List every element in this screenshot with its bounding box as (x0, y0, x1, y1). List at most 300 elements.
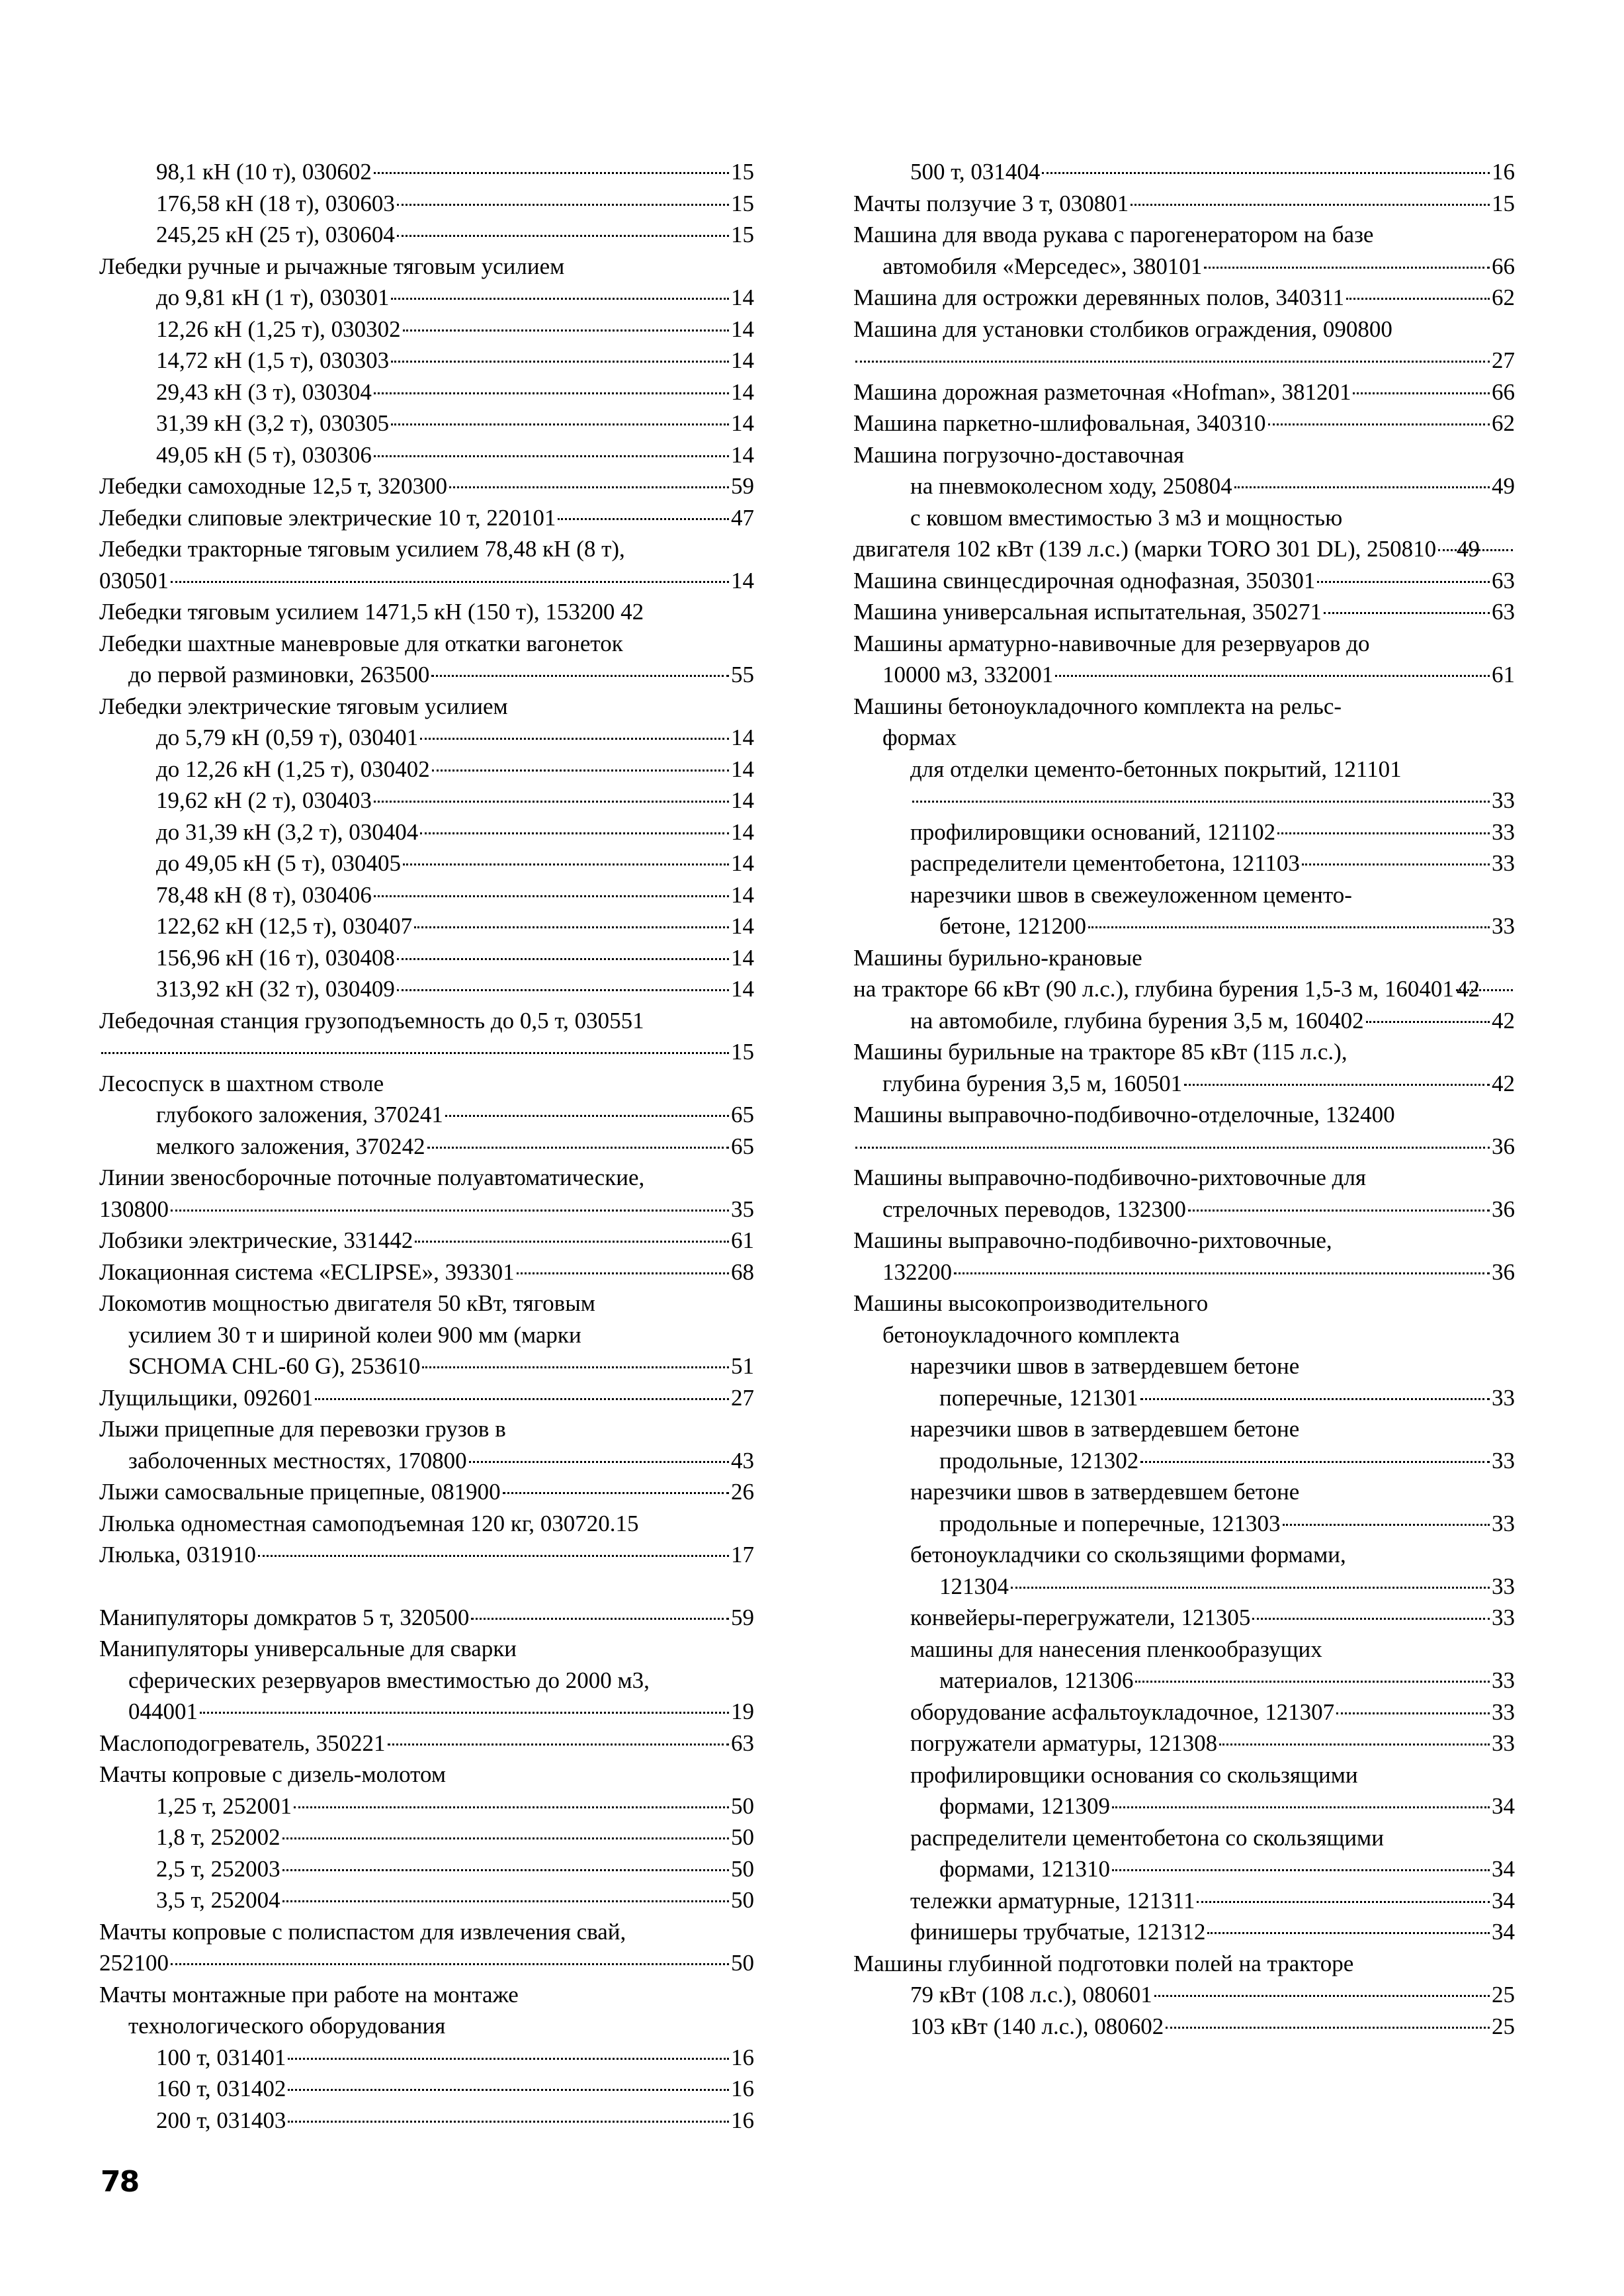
entry-text: бетоноукладчики со скользящими формами, (910, 1542, 1346, 1567)
entry-text: SCHOMA CHL-60 G), 253610 (128, 1353, 421, 1379)
entry-page: 14 (731, 441, 754, 468)
dot-leader (1353, 392, 1490, 394)
index-entry (853, 817, 1515, 848)
dot-leader (397, 989, 729, 991)
index-entry (99, 1225, 754, 1257)
dot-leader (315, 1398, 729, 1400)
dot-leader (171, 581, 729, 583)
index-entry (99, 2042, 754, 2074)
entry-page: 14 (731, 347, 754, 373)
dot-leader (420, 832, 729, 834)
page-number: 78 (101, 2165, 139, 2199)
index-entry (853, 1790, 1515, 1822)
index-entry (853, 910, 1515, 942)
entry-page: 25 (1492, 2013, 1515, 2039)
entry-page: 59 (731, 1604, 754, 1630)
index-entry (99, 314, 754, 345)
index-entry (853, 1853, 1515, 1885)
index-entry (853, 1916, 1515, 1948)
index-entry (99, 1853, 754, 1885)
entry-text: 122,62 кН (12,5 т), 030407 (156, 913, 413, 939)
entry-text: нарезчики швов в свежеуложенном цементо- (910, 881, 1352, 908)
index-entry: двигателя 102 кВт (139 л.с.) (марки TORO 301 DL), 250810 49 (853, 533, 1515, 565)
entry-text: 030501 (99, 567, 169, 594)
entry-text: 245,25 кН (25 т), 030604 (156, 222, 395, 247)
index-entry (99, 1508, 754, 1540)
entry-text: Машины глубинной подготовки полей на тракторе (853, 1950, 1354, 1976)
dot-leader (558, 518, 729, 520)
dot-leader (1346, 298, 1490, 300)
entry-page: 14 (731, 850, 754, 876)
entry-text: 2,5 т, 252003 (156, 1855, 280, 1882)
index-entry (99, 691, 754, 723)
index-entry (853, 188, 1515, 220)
dot-leader (449, 486, 729, 488)
entry-page: 33 (1492, 913, 1515, 939)
entry-page: 16 (731, 2044, 754, 2070)
entry-text: продольные, 121302 (939, 1447, 1139, 1474)
index-entry (99, 1539, 754, 1571)
entry-page: 49 (1492, 473, 1515, 499)
entry-page: 33 (1492, 850, 1515, 876)
index-entry (853, 1382, 1515, 1414)
entry-text: нарезчики швов в затвердевшем бетоне (910, 1416, 1300, 1442)
entry-text: для отделки цементо-бетонных покрытий, 121101 (910, 756, 1402, 782)
index-entry (853, 439, 1515, 471)
entry-page: 33 (1492, 1605, 1515, 1630)
index-entry (853, 942, 1515, 974)
entry-text: бетоне, 121200 (939, 913, 1086, 939)
entry-page: 50 (731, 1824, 754, 1850)
dot-leader (414, 926, 729, 928)
index-entry (99, 1665, 754, 1697)
entry-text: формах (882, 725, 957, 750)
entry-page: 66 (1492, 378, 1515, 405)
dot-leader (288, 2089, 729, 2091)
index-entry (853, 1634, 1515, 1665)
entry-text: конвейеры-перегружатели, 121305 (910, 1605, 1251, 1630)
dot-leader (1042, 172, 1490, 174)
dot-leader (1055, 675, 1490, 677)
index-entry (853, 1697, 1515, 1728)
dot-leader (1207, 1932, 1490, 1934)
entry-text: 121304 (939, 1573, 1009, 1599)
entry-text: Машины бурильно-крановые (853, 944, 1142, 971)
index-entry (853, 1445, 1515, 1477)
index-entry (99, 1005, 754, 1037)
dot-leader (1283, 1524, 1490, 1526)
dot-leader (1268, 423, 1490, 425)
entry-page: 15 (731, 222, 754, 247)
dot-leader (397, 235, 729, 237)
entry-text: Лебедки тракторные тяговым усилием 78,48 кН (8 т), (99, 536, 625, 562)
index-entry (99, 408, 754, 439)
entry-text: 200 т, 031403 (156, 2107, 286, 2133)
entry-text: Лобзики электрические, 331442 (99, 1227, 413, 1253)
dot-leader (1252, 1618, 1490, 1620)
dot-leader (282, 1900, 729, 1902)
dot-leader (374, 801, 729, 803)
index-entry (853, 156, 1515, 188)
entry-text: сферических резервуаров вместимостью до 2000 м3, (128, 1667, 650, 1693)
dot-leader (374, 895, 729, 897)
entry-text: Машина универсальная испытательная, 350271 (853, 599, 1322, 625)
dot-leader (1336, 1712, 1490, 1714)
dot-leader (1438, 549, 1513, 551)
entry-page: 65 (731, 1102, 754, 1127)
dot-leader (1302, 863, 1490, 865)
entry-page: 27 (731, 1384, 754, 1411)
entry-page: 17 (731, 1542, 754, 1567)
index-entry (853, 1099, 1515, 1131)
entry-page: 50 (731, 1855, 754, 1882)
entry-page: 68 (731, 1258, 754, 1285)
dot-leader (1140, 1398, 1490, 1400)
entry-page: 34 (1492, 1887, 1515, 1914)
index-entry (853, 691, 1515, 723)
entry-text: заболоченных местностях, 170800 (128, 1447, 467, 1474)
entry-text: оборудование асфальтоукладочное, 121307 (910, 1699, 1335, 1725)
index-entry (853, 470, 1515, 502)
index-column-left (99, 156, 754, 2136)
index-entry (99, 1350, 754, 1382)
entry-text: Локомотив мощностью двигателя 50 кВт, тяговым (99, 1290, 595, 1316)
entry-text: 156,96 кН (16 т), 030408 (156, 944, 395, 971)
dot-leader (1317, 581, 1490, 583)
entry-page: 63 (731, 1730, 754, 1756)
entry-text: Манипуляторы домкратов 5 т, 320500 (99, 1604, 470, 1630)
entry-text: до 31,39 кН (3,2 т), 030404 (156, 818, 419, 845)
entry-page: 27 (1492, 347, 1515, 373)
dot-leader (1366, 1021, 1490, 1023)
entry-page: 33 (1492, 818, 1515, 845)
index-entry (99, 345, 754, 376)
entry-page: 14 (731, 818, 754, 845)
entry-text: Мачты монтажные при работе на монтаже (99, 1981, 519, 2008)
index-entry (99, 1759, 754, 1790)
entry-page: 14 (731, 725, 754, 750)
index-entry (853, 628, 1515, 660)
index-entry (99, 1476, 754, 1508)
entry-text: 10000 м3, 332001 (882, 662, 1054, 687)
entry-text: на тракторе 66 кВт (90 л.с.), глубина бурения 1,5-3 м, 160401 (853, 976, 1454, 1002)
dot-leader (374, 455, 729, 457)
index-entry (853, 282, 1515, 314)
entry-text: Мачты ползучие 3 т, 030801 (853, 190, 1129, 216)
entry-text: Люлька одноместная самоподъемная 120 кг, 030720.15 (99, 1510, 639, 1536)
index-entry (99, 1257, 754, 1288)
entry-page: 34 (1492, 1793, 1515, 1819)
index-entry (853, 376, 1515, 408)
entry-text: Локационная система «ECLIPSE», 393301 (99, 1258, 515, 1285)
entry-text: до первой разминовки, 263500 (128, 662, 430, 687)
dot-leader (1112, 1869, 1490, 1871)
index-entry (853, 1476, 1515, 1508)
entry-page: 33 (1492, 1573, 1515, 1599)
entry-text: 19,62 кН (2 т), 030403 (156, 787, 372, 813)
index-entry (853, 314, 1515, 345)
entry-text: технологического оборудования (128, 2013, 446, 2039)
entry-text: 1,25 т, 252001 (156, 1792, 292, 1819)
index-entry (853, 1162, 1515, 1194)
entry-page: 34 (1492, 1919, 1515, 1945)
index-entry (99, 910, 754, 942)
dot-leader (1140, 1461, 1490, 1463)
entry-text: до 49,05 кН (5 т), 030405 (156, 850, 401, 876)
index-entry (853, 1885, 1515, 1917)
entry-text: бетоноукладочного комплекта (882, 1321, 1180, 1348)
dot-leader (171, 1963, 729, 1965)
index-entry (99, 502, 754, 534)
entry-page: 50 (731, 1792, 754, 1819)
entry-text: машины для нанесения пленкообразущих (910, 1636, 1322, 1662)
index-entry (99, 879, 754, 911)
dot-leader (391, 423, 729, 425)
entry-page: 42 (1492, 1070, 1515, 1096)
index-entry (853, 1508, 1515, 1540)
index-entry (99, 1696, 754, 1728)
dot-leader (1219, 1744, 1490, 1745)
index-entry (99, 1413, 754, 1445)
index-entry (99, 848, 754, 879)
index-entry (99, 1916, 754, 1948)
dot-leader (1166, 2027, 1490, 2029)
index-entry (99, 470, 754, 502)
entry-text: профилировщики основания со скользящими (910, 1761, 1358, 1788)
dot-leader (171, 1210, 729, 1212)
index-entry (853, 1257, 1515, 1288)
entry-text: нарезчики швов в затвердевшем бетоне (910, 1479, 1300, 1505)
dot-leader (397, 204, 729, 206)
entry-page: 33 (1492, 1510, 1515, 1536)
entry-page: 33 (1492, 1699, 1515, 1725)
index-entry (99, 565, 754, 597)
entry-text: 176,58 кН (18 т), 030603 (156, 190, 395, 216)
entry-page: 33 (1492, 1384, 1515, 1411)
index-entry (853, 596, 1515, 628)
index-entry (99, 1947, 754, 1979)
entry-page: 14 (731, 787, 754, 813)
entry-text: Лыжи самосвальные прицепные, 081900 (99, 1479, 501, 1505)
entry-text: Манипуляторы универсальные для сварки (99, 1636, 517, 1661)
dot-leader (1188, 1210, 1490, 1212)
index-entry (853, 879, 1515, 911)
index-entry (99, 1319, 754, 1351)
index-entry (853, 1728, 1515, 1759)
entry-text: распределители цементобетона со скользящими (910, 1824, 1384, 1851)
index-entry (99, 973, 754, 1005)
entry-text: до 5,79 кН (0,59 т), 030401 (156, 725, 419, 750)
index-entry (99, 785, 754, 817)
entry-text: Линии звеносборочные поточные полуавтоматические, (99, 1165, 645, 1190)
entry-page: 61 (731, 1227, 754, 1253)
entry-text: 100 т, 031401 (156, 2044, 286, 2070)
index-entry (853, 785, 1515, 817)
index-entry (99, 1884, 754, 1916)
entry-text: 252100 (99, 1950, 169, 1976)
entry-text: Лебедки шахтные маневровые для откатки вагонеток (99, 630, 623, 656)
entry-text: Лебедочная станция грузоподъемность до 0,5 т, 030551 (99, 1007, 644, 1034)
entry-text: мелкого заложения, 370242 (156, 1133, 425, 1159)
entry-page: 50 (731, 1887, 754, 1913)
index-entry (99, 251, 754, 283)
index-entry (853, 251, 1515, 283)
dot-leader (1131, 204, 1490, 206)
index-entry (99, 628, 754, 660)
entry-page: 34 (1492, 1856, 1515, 1882)
dot-leader (200, 1712, 729, 1714)
dot-leader (1154, 1995, 1490, 1997)
index-entry (853, 1225, 1515, 1257)
dot-leader (1456, 989, 1513, 991)
entry-text: 1,8 т, 252002 (156, 1824, 280, 1850)
entry-page: 59 (731, 473, 754, 499)
entry-text: Машины бетоноукладочного комплекта на рельс- (853, 693, 1342, 719)
dot-leader (101, 1052, 729, 1054)
entry-text: 98,1 кН (10 т), 030602 (156, 159, 372, 185)
entry-text: 31,39 кН (3,2 т), 030305 (156, 410, 390, 436)
entry-text: 3,5 т, 252004 (156, 1887, 280, 1913)
dot-leader (288, 2121, 729, 2123)
dot-leader (954, 1272, 1490, 1274)
entry-text: с ковшом вместимостью 3 м3 и мощностью (910, 504, 1343, 531)
entry-text: Машины высокопроизводительного (853, 1290, 1209, 1316)
entry-page: 14 (731, 316, 754, 342)
dot-leader (422, 1366, 729, 1368)
entry-text: 79 кВт (108 л.с.), 080601 (910, 1982, 1152, 2008)
entry-text: материалов, 121306 (939, 1667, 1134, 1693)
entry-page: 14 (731, 944, 754, 971)
entry-text: формами, 121310 (939, 1856, 1110, 1882)
entry-page: 47 (731, 504, 754, 531)
index-entry (99, 533, 754, 565)
dot-leader (1088, 926, 1490, 928)
index-entry (853, 2011, 1515, 2043)
index-entry (99, 2105, 754, 2137)
index-entry (99, 1036, 754, 1068)
entry-text: Лыжи прицепные для перевозки грузов в (99, 1416, 506, 1442)
index-entry (853, 408, 1515, 439)
entry-page: 62 (1492, 285, 1515, 310)
index-entry (853, 659, 1515, 691)
entry-page: 14 (731, 756, 754, 782)
entry-page: 26 (731, 1479, 754, 1505)
entry-text: Машины выправочно-подбивочно-рихтовочные, (853, 1227, 1332, 1253)
entry-text: до 12,26 кН (1,25 т), 030402 (156, 756, 430, 782)
index-entry (99, 1162, 754, 1194)
index-entry (853, 1665, 1515, 1697)
entry-text: тележки арматурные, 121311 (910, 1887, 1195, 1914)
index-entry (853, 1068, 1515, 1100)
entry-text: Машина для острожки деревянных полов, 340311 (853, 285, 1345, 310)
index-entry (99, 1131, 754, 1163)
entry-page: 63 (1492, 599, 1515, 625)
section-gap (99, 1571, 754, 1602)
index-entry (853, 1571, 1515, 1603)
entry-page: 15 (731, 159, 754, 185)
entry-text: 29,43 кН (3 т), 030304 (156, 378, 372, 405)
entry-text: Лущильщики, 092601 (99, 1384, 314, 1411)
index-entry (853, 345, 1515, 376)
entry-page: 65 (731, 1133, 754, 1159)
entry-text: 044001 (128, 1699, 198, 1724)
dot-leader (471, 1618, 729, 1620)
entry-text: поперечные, 121301 (939, 1384, 1138, 1411)
entry-page: 15 (1492, 190, 1515, 216)
index-entry (99, 1728, 754, 1759)
entry-text: Лебедки слиповые электрические 10 т, 220101 (99, 504, 556, 531)
dot-leader (403, 330, 729, 331)
entry-text: Маслоподогреватель, 350221 (99, 1730, 386, 1756)
entry-page: 33 (1492, 1447, 1515, 1474)
dot-leader (282, 1837, 729, 1839)
dot-leader (1277, 832, 1490, 834)
index-entry (99, 817, 754, 848)
entry-page: 61 (1492, 662, 1515, 687)
index-entry: на тракторе 66 кВт (90 л.с.), глубина бурения 1,5-3 м, 160401 42 (853, 973, 1515, 1005)
index-entry (853, 722, 1515, 754)
entry-text: 130800 (99, 1196, 169, 1222)
index-entry (853, 848, 1515, 879)
entry-text: Лебедки самоходные 12,5 т, 320300 (99, 473, 448, 499)
dot-leader (427, 1147, 729, 1149)
entry-text: продольные и поперечные, 121303 (939, 1510, 1281, 1536)
index-entry (99, 376, 754, 408)
dot-leader (912, 801, 1490, 803)
dot-leader (469, 1461, 729, 1463)
index-entry (853, 565, 1515, 597)
entry-text: Машина для ввода рукава с парогенератором на базе (853, 222, 1374, 247)
index-entry (853, 1005, 1515, 1037)
dot-leader (1135, 1681, 1490, 1683)
index-entry (853, 1413, 1515, 1445)
index-entry (853, 1822, 1515, 1854)
entry-page: 15 (731, 190, 754, 216)
entry-page: 14 (731, 881, 754, 908)
entry-page: 19 (731, 1699, 754, 1724)
entry-text: глубокого заложения, 370241 (156, 1102, 443, 1127)
dot-leader (374, 172, 729, 174)
dot-leader (374, 392, 729, 394)
dot-leader (294, 1806, 729, 1808)
dot-leader (420, 738, 729, 740)
entry-page: 16 (731, 2076, 754, 2101)
dot-leader (445, 1115, 729, 1117)
dot-leader (397, 958, 729, 960)
entry-text: Машина дорожная разметочная «Hofman», 381201 (853, 378, 1351, 405)
entry-text: профилировщики оснований, 121102 (910, 818, 1276, 845)
entry-text: на пневмоколесном ходу, 250804 (910, 473, 1232, 499)
dot-leader (391, 361, 729, 363)
entry-text: Машина свинцесдирочная однофазная, 350301 (853, 567, 1316, 594)
entry-text: автомобиля «Мерседес», 380101 (882, 253, 1203, 279)
dot-leader (282, 1869, 729, 1871)
entry-text: распределители цементобетона, 121103 (910, 850, 1300, 876)
dot-leader (1324, 612, 1490, 614)
index-entry (99, 2010, 754, 2042)
dot-leader (403, 863, 729, 865)
entry-text: Машины выправочно-подбивочно-отделочные, 132400 (853, 1102, 1395, 1127)
index-entry (99, 1633, 754, 1665)
dot-leader (1234, 486, 1490, 488)
dot-leader (1204, 267, 1490, 269)
index-entry (853, 1539, 1515, 1571)
index-entry (99, 1445, 754, 1477)
entry-page: 14 (731, 410, 754, 436)
index-entry (853, 1948, 1515, 1980)
entry-page: 14 (731, 913, 754, 939)
dot-leader (431, 675, 729, 677)
